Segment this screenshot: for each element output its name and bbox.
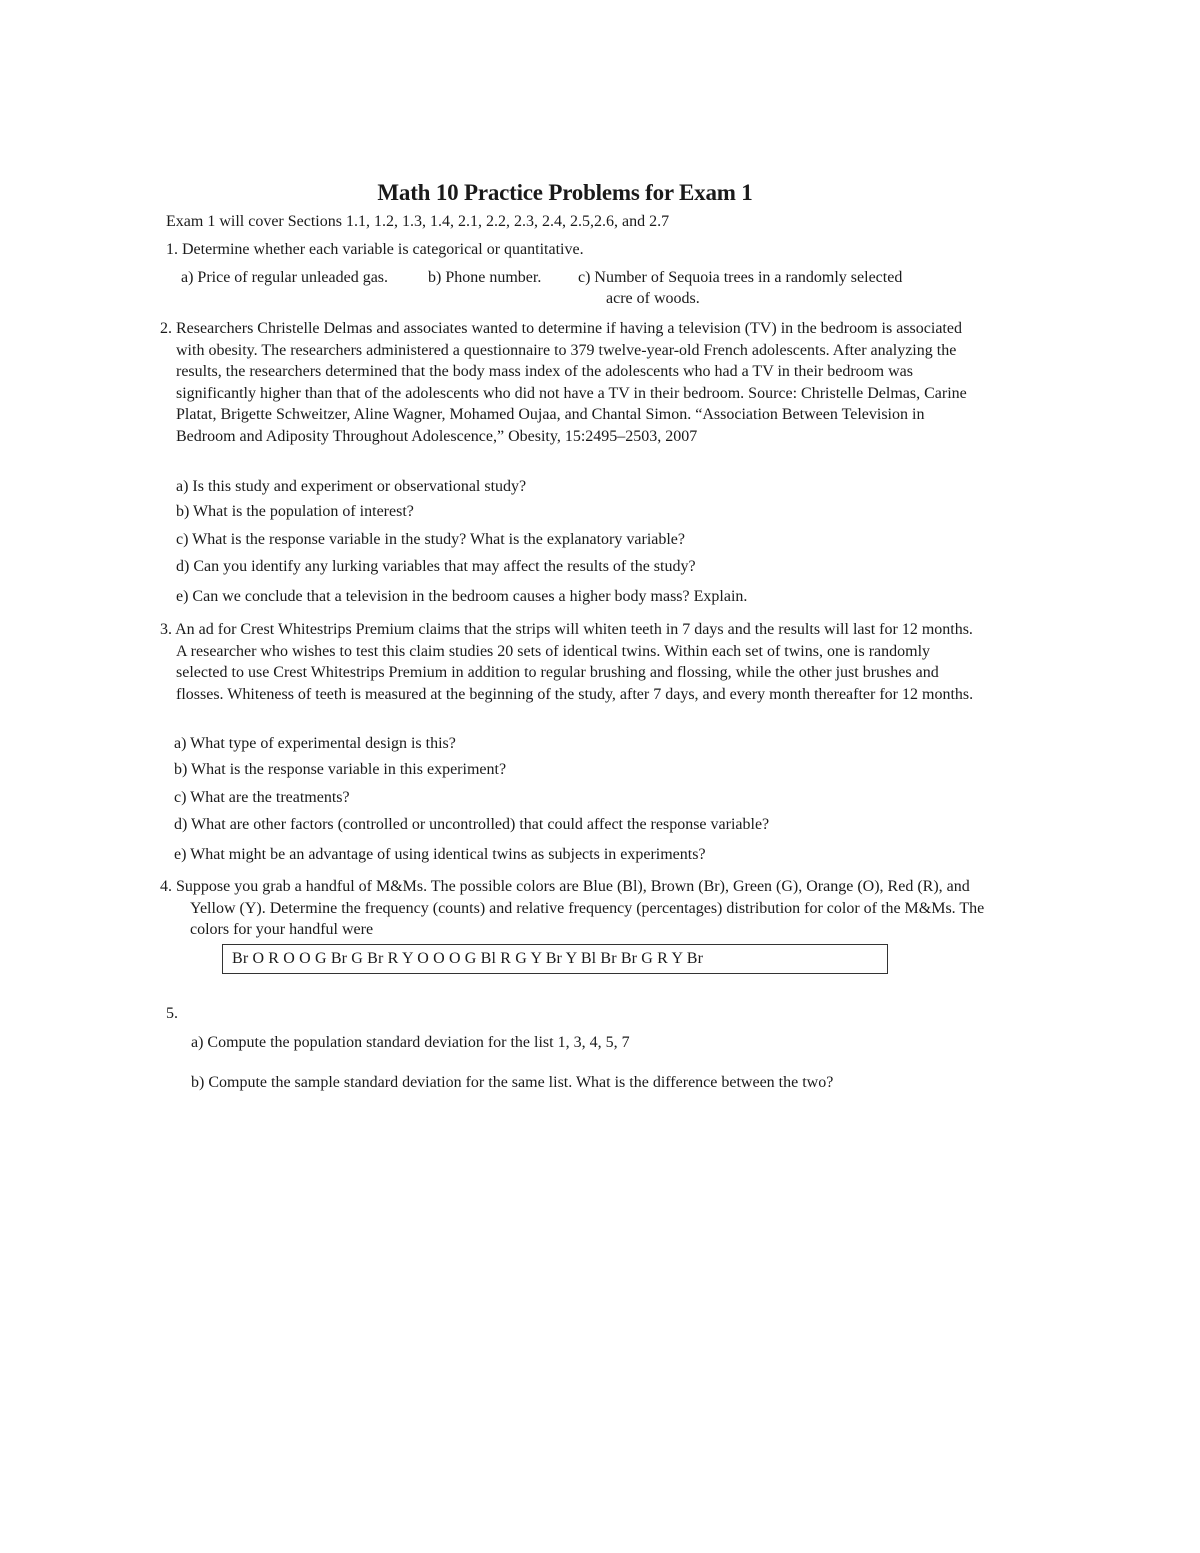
question-4-text: 4. Suppose you grab a handful of M&Ms. The possible colors are Blue (Bl), Brown (Br), Green (G), Orange (O), Red (R), and Yellow (Y). Determine the frequency (counts) and relative frequency (percentages) distribution for color of the M&Ms. The colors for your handful were [160,878,985,938]
question-1-part-c-line1: c) Number of Sequoia trees in a randomly selected [578,269,903,286]
question-5-number: 5. [166,1005,178,1022]
question-1-part-a: a) Price of regular unleaded gas. [181,269,389,286]
question-1-part-c-line2: acre of woods. [606,290,700,307]
question-2-part-a: a) Is this study and experiment or observational study? [176,478,527,495]
question-3-part-a: a) What type of experimental design is this? [174,735,456,752]
question-2-text: 2. Researchers Christelle Delmas and associates wanted to determine if having a television (TV) in the bedroom is associated with obesity. The researchers administered a questionnaire to 379 twelve-year-old French adolescents. After analyzing the results, the researchers determined that the body mass index of the adolescents who had a TV in their bedroom was significantly higher than that of the adolescents who did not have a TV in their bedroom. Source: Christelle Delmas, Carine Platat, Brigette Schweitzer, Aline Wagner, Mohamed Oujaa, and Chantal Simon. “Association Between Television in Bedroom and Adiposity Throughout Adolescence,” Obesity, 15:2495–2503, 2007 [160,320,967,445]
question-2-part-b: b) What is the population of interest? [176,503,414,520]
question-3-text: 3. An ad for Crest Whitestrips Premium claims that the strips will whiten teeth in 7 days and the results will last for 12 months. A researcher who wishes to test this claim studies 20 sets of identical twins. Within each set of twins, one is randomly selected to use Crest Whitestrips Premium in addition to regular brushing and flossing, while the other just brushes and flosses. Whiteness of teeth is measured at the beginning of the study, after 7 days, and every month thereafter for 12 months. [160,621,974,703]
question-2-part-c: c) What is the response variable in the study? What is the explanatory variable? [176,531,686,548]
page-title: Math 10 Practice Problems for Exam 1 [377,180,753,205]
question-3-part-d: d) What are other factors (controlled or uncontrolled) that could affect the response variable? [174,816,770,833]
mm-colors-box: Br O R O O G Br G Br R Y O O O G Bl R G Y Br Y Bl Br Br G R Y Br [222,944,888,974]
question-3-part-e: e) What might be an advantage of using identical twins as subjects in experiments? [174,846,706,863]
question-3-part-b: b) What is the response variable in this experiment? [174,761,507,778]
question-2-part-d: d) Can you identify any lurking variables that may affect the results of the study? [176,558,696,575]
question-3-part-c: c) What are the treatments? [174,789,350,806]
question-5-part-a: a) Compute the population standard deviation for the list 1, 3, 4, 5, 7 [191,1034,630,1051]
question-1-part-b: b) Phone number. [428,269,542,286]
question-1-text: 1. Determine whether each variable is categorical or quantitative. [166,241,584,258]
exam-coverage-intro: Exam 1 will cover Sections 1.1, 1.2, 1.3, 1.4, 2.1, 2.2, 2.3, 2.4, 2.5,2.6, and 2.7 [166,213,670,230]
question-2-part-e: e) Can we conclude that a television in the bedroom causes a higher body mass? Explain. [176,588,748,605]
question-5-part-b: b) Compute the sample standard deviation for the same list. What is the difference between the two? [191,1074,834,1091]
